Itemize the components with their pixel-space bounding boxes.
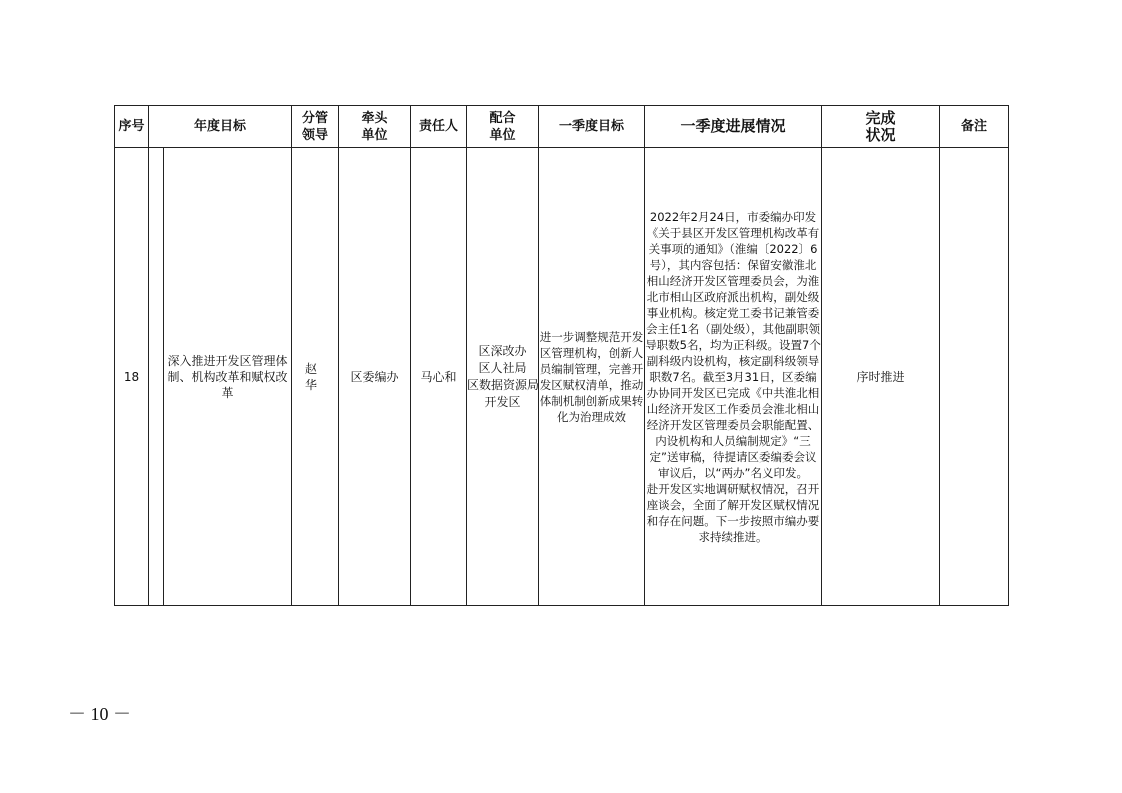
header-partner-line-2: 单位: [489, 127, 516, 143]
cell-serial: 18: [115, 148, 149, 606]
cell-status: 序时推进: [822, 148, 940, 606]
progress-table: [114, 105, 1009, 606]
cell-spacer: [149, 148, 164, 606]
cell-responsible: 马心和: [411, 148, 467, 606]
header-row: [115, 106, 1009, 148]
header-leader: [292, 106, 339, 148]
partner-item: 区深改办: [478, 343, 527, 358]
header-q1-progress: 一季度进展情况: [645, 106, 822, 148]
partner-item: 区人社局: [478, 360, 527, 375]
header-responsible: 责任人: [411, 106, 467, 148]
header-status-line-2: 状况: [865, 125, 896, 144]
cell-lead-unit: 区委编办: [339, 148, 411, 606]
header-status-line-1: 完成: [865, 108, 896, 127]
header-notes: 备注: [940, 106, 1009, 148]
header-status: [822, 106, 940, 148]
cell-q1-goal: 进一步调整规范开发区管理机构，创新人员编制管理，完善开发区赋权清单，推动体制机制创新成果转化为治理成效: [539, 148, 645, 606]
cell-q1-progress: [645, 148, 822, 606]
header-serial: 序号: [115, 106, 149, 148]
page-number: － 10 －: [68, 704, 131, 724]
partner-item: 开发区: [484, 394, 521, 409]
header-lead-unit-line-2: 单位: [361, 127, 388, 143]
progress-paragraph: 赴开发区实地调研赋权情况，召开座谈会，全面了解开发区赋权情况和存在问题。下一步按照市编办要求持续推进。: [646, 481, 820, 544]
cell-annual-goal: 深入推进开发区管理体制、机构改革和赋权改革: [164, 148, 292, 606]
cell-leader: 赵 华: [292, 148, 339, 606]
header-leader-line-2: 领导: [302, 127, 329, 143]
header-annual-goal: 年度目标: [149, 106, 292, 148]
header-lead-unit: [339, 106, 411, 148]
header-partner: [467, 106, 539, 148]
progress-paragraph: 2022年2月24日，市委编办印发《关于县区开发区管理机构改革有关事项的通知》（淮编〔2022〕6号），其内容包括：保留安徽淮北相山经济开发区管理委员会，为淮北市相山区政府派出机构，副处级事业机构。核定党工委书记兼管委会主任1名（副处级），其他副职领导职数5名，均为正科级。设置7个副科级内设机构，核定副科级领导职数7名。截至3月31日，区委编办协同开发区已完成《中共淮北相山经济开发区工作委员会淮北相山经济开发区管理委员会职能配置、内设机构和人员编制规定》“三定”送审稿，待提请区委编委会议审议后，以“两办”名义印发。: [645, 209, 821, 480]
header-lead-unit-line-1: 牵头: [361, 110, 388, 126]
header-partner-line-1: 配合: [489, 110, 516, 126]
partner-list: [467, 343, 538, 411]
header-leader-line-1: 分管: [302, 110, 329, 126]
partner-item: 区数据资源局: [467, 377, 540, 392]
table-row: [115, 148, 1009, 606]
cell-notes: [940, 148, 1009, 606]
header-q1-goal: 一季度目标: [539, 106, 645, 148]
cell-partner: [467, 148, 539, 606]
